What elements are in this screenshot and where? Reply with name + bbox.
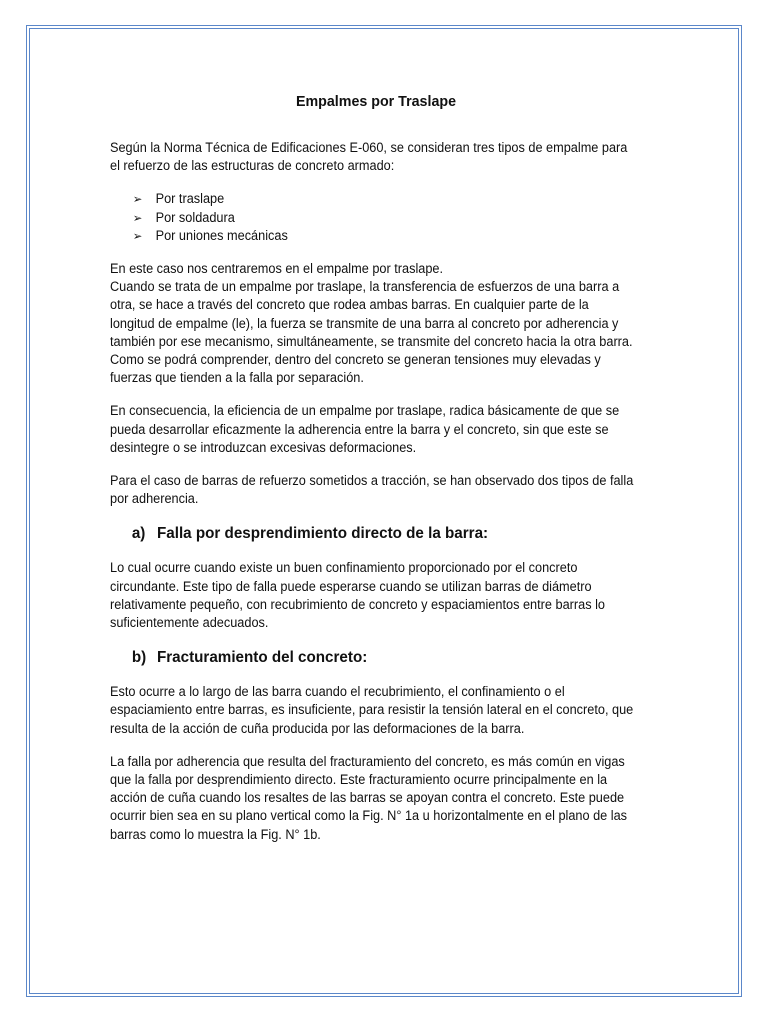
section-heading-b: [132, 647, 635, 668]
arrowhead-bullet-icon: ➢: [132, 228, 143, 243]
lap-splice-explanation: Cuando se trata de un empalme por traslape, la transferencia de esfuerzos de una barra a otra, se hace a través del concreto que rodea ambas barras. En cualquier parte de la longitud de empalme (le), la fuerza se transmite de una barra al concreto por adherencia y también por ese mecanismo, simultáneamente, se transmite del concreto hacia la otra barra. Como se podrá comprender, dentro del concreto se generan tensiones muy elevadas y fuerzas que tienden a la falla por separación.: [110, 279, 633, 386]
focus-paragraph: [110, 260, 634, 387]
section-marker-b: b): [131, 649, 147, 667]
document-title: Empalmes por Traslape: [296, 93, 456, 110]
section-a-paragraph: Lo cual ocurre cuando existe un buen confinamiento proporcionado por el concreto circundante. Este tipo de falla puede esperarse cuando se utilizan barras de diámetro relativamente pequeño, con recubrimiento de concreto y espaciamientos entre barras lo suficientemente adecuados.: [110, 560, 605, 631]
arrowhead-bullet-icon: ➢: [132, 192, 143, 207]
efficiency-paragraph: En consecuencia, la eficiencia de un empalme por traslape, radica básicamente de que se pueda desarrollar eficazmente la adherencia entre la barra y el concreto, sin que este se desintegre o se introduzcan excesivas deformaciones.: [110, 403, 620, 455]
failure-types-paragraph: Para el caso de barras de refuerzo sometidos a tracción, se han observado dos tipos de falla por adherencia.: [110, 473, 634, 507]
section-b-paragraph-1: Esto ocurre a lo largo de las barra cuando el recubrimiento, el confinamiento o el espaciamiento entre barras, es insuficiente, para resistir la tensión lateral en el concreto, que resulta de la acción de cuña producida por las deformaciones de la barra.: [110, 684, 634, 736]
list-item: [133, 227, 635, 245]
splice-types-list: [110, 190, 634, 245]
list-item-label: Por traslape: [155, 191, 225, 207]
list-item-label: Por soldadura: [155, 209, 235, 225]
focus-sentence: En este caso nos centraremos en el empalme por traslape.: [110, 261, 444, 277]
list-item: [133, 209, 635, 227]
section-title-b: Fracturamiento del concreto:: [156, 649, 368, 667]
section-title-a: Falla por desprendimiento directo de la barra:: [156, 525, 489, 543]
list-item: [133, 190, 635, 208]
section-heading-a: [132, 523, 635, 544]
section-b-paragraph-2: La falla por adherencia que resulta del fracturamiento del concreto, es más común en vigas que la falla por desprendimiento directo. Este fracturamiento ocurre principalmente en la acción de cuña cuando los resaltes de las barras se apoyan contra el concreto. Este puede ocurrir bien sea en su plano vertical como la Fig. N° 1a u horizontalmente en el plano de las barras como lo muestra la Fig. N° 1b.: [110, 753, 628, 842]
list-item-label: Por uniones mecánicas: [155, 227, 288, 243]
intro-paragraph: Según la Norma Técnica de Edificaciones E-060, se consideran tres tipos de empalme para el refuerzo de las estructuras de concreto armado:: [110, 140, 628, 174]
arrowhead-bullet-icon: ➢: [132, 210, 143, 225]
document-content: [110, 92, 634, 859]
section-marker-a: a): [131, 525, 146, 543]
